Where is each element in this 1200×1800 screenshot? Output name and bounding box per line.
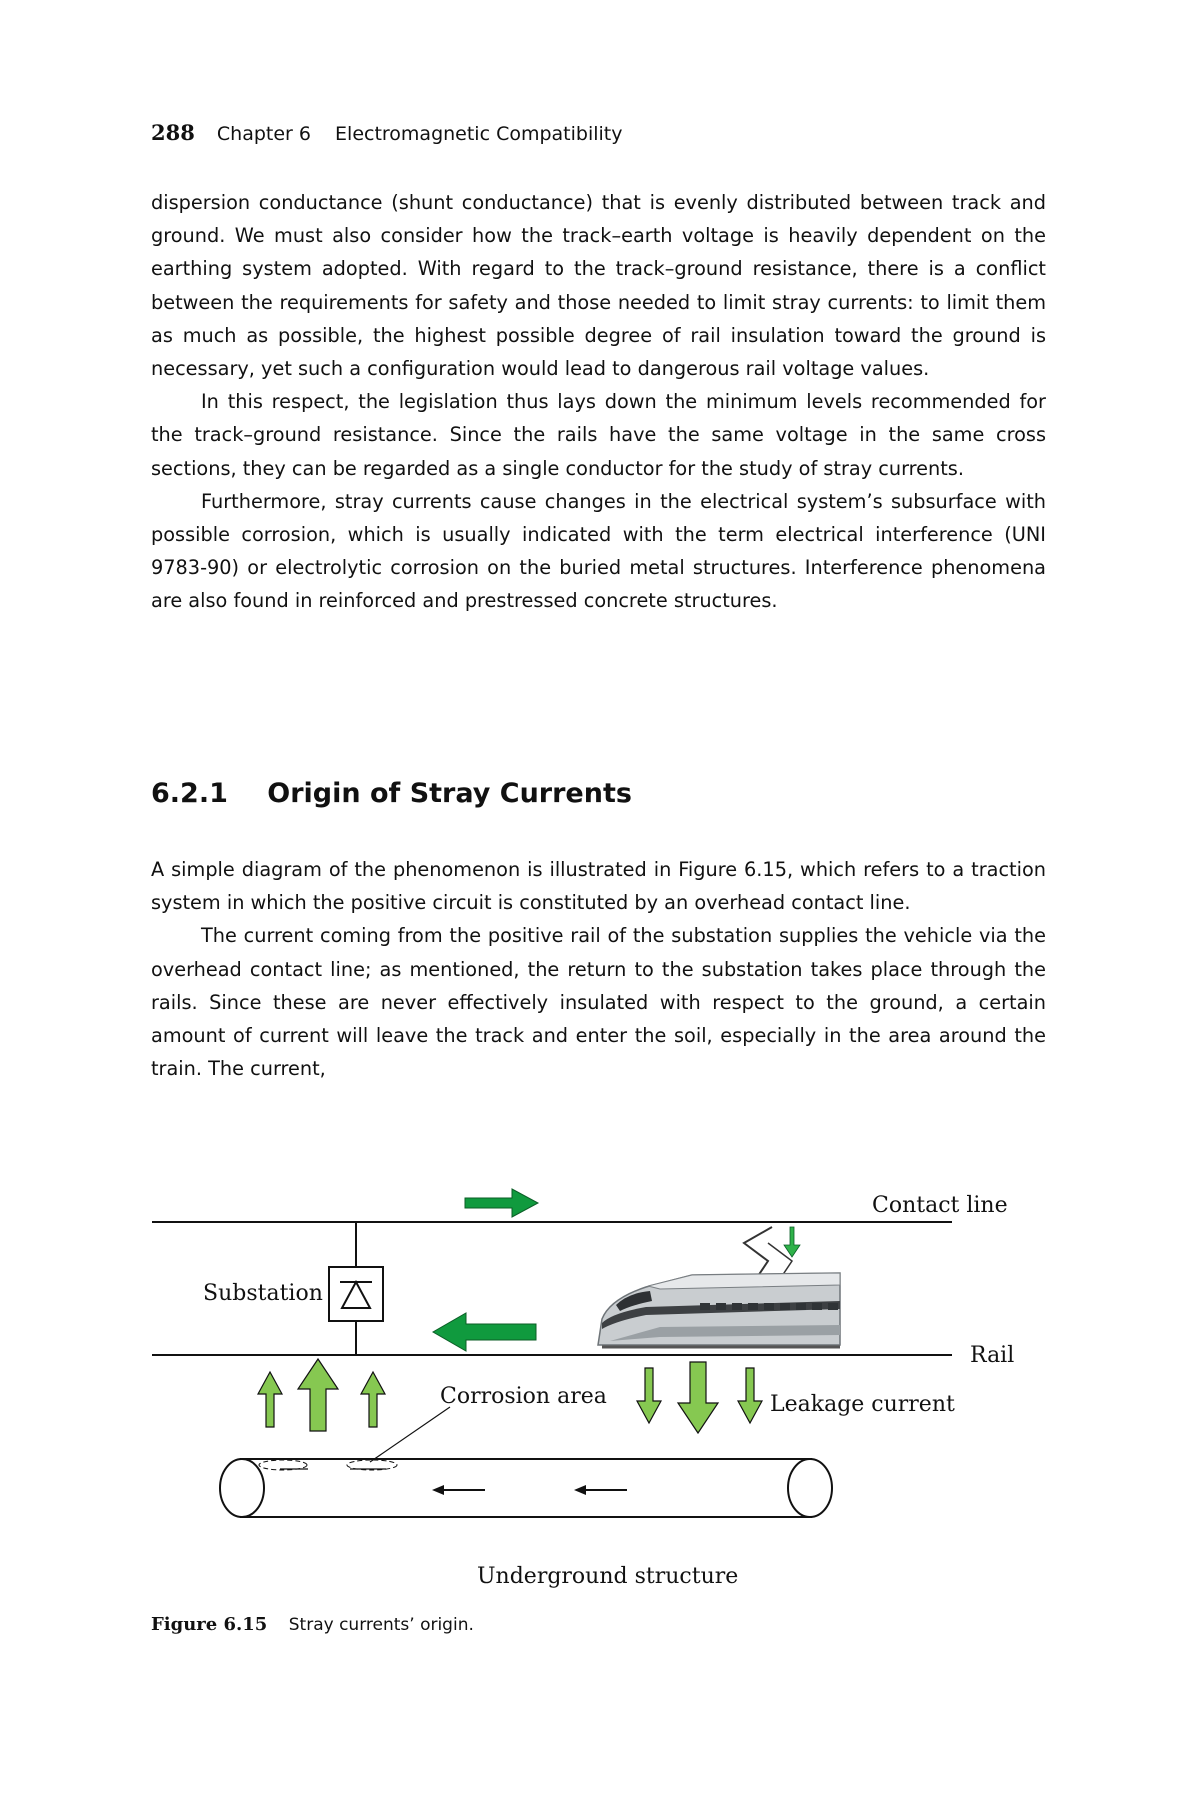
- label-corrosion-area: Corrosion area: [440, 1384, 607, 1409]
- paragraph: dispersion conductance (shunt conductance) that is evenly distributed between track and ground. We must also consider how the track–earth voltage is heavily dependent on the earthing system adopted. With regard to the track–ground resistance, there is a conflict between the requirements for safety and those needed to limit stray currents: to limit them as much as possible, the highest possible degree of rail insulation toward the ground is necessary, yet such a configuration would lead to dangerous rail voltage values.: [151, 191, 1046, 381]
- chapter-number: Chapter 6: [216, 123, 311, 145]
- page-number: 288: [151, 120, 195, 145]
- section-title: Origin of Stray Currents: [267, 778, 632, 809]
- underground-pipe: [220, 1459, 832, 1517]
- label-contact-line: Contact line: [872, 1193, 1008, 1218]
- train-icon: [598, 1273, 840, 1347]
- pipe-current-arrow-left: [574, 1485, 627, 1495]
- figure-label: Figure 6.15: [151, 1614, 268, 1635]
- caption-text: Stray currents’ origin.: [288, 1615, 474, 1635]
- running-head: [151, 120, 1051, 150]
- leakage-current-arrow-down: [738, 1368, 762, 1423]
- paragraph: Furthermore, stray currents cause changes in the electrical system’s subsurface with possible corrosion, which is usually indicated with the term electrical interference (UNI 9783-90) or electrolytic corrosion on the buried metal structures. Interference phenomena are also found in reinforced and prestressed concrete structures.: [151, 489, 1046, 613]
- paragraph: A simple diagram of the phenomenon is illustrated in Figure 6.15, which refers to a traction system in which the positive circuit is constituted by an overhead contact line.: [151, 858, 1046, 915]
- figure-stray-currents: [140, 1165, 1070, 1600]
- label-leakage-current: Leakage current: [770, 1392, 955, 1417]
- substation: [329, 1222, 383, 1355]
- pipe-current-arrow-left: [432, 1485, 485, 1495]
- current-arrow-right: [465, 1189, 538, 1217]
- body-text-section: [151, 853, 1046, 1085]
- leakage-return-arrow-up: [258, 1372, 282, 1427]
- return-current-arrow-left: [433, 1313, 536, 1351]
- label-substation: Substation: [203, 1281, 323, 1306]
- stray-currents-diagram: [140, 1165, 1070, 1600]
- section-number: 6.2.1: [151, 778, 228, 809]
- label-underground-structure: Underground structure: [477, 1564, 739, 1589]
- leakage-return-arrow-up: [361, 1372, 385, 1427]
- label-rail: Rail: [970, 1343, 1015, 1368]
- corrosion-pointer-line: [370, 1407, 450, 1462]
- paragraph: In this respect, the legislation thus lays down the minimum levels recommended for the track–ground resistance. Since the rails have the same voltage in the same cross sections, they can be regarded as a single conductor for the study of stray currents.: [151, 390, 1046, 480]
- figure-caption: [151, 1614, 1046, 1635]
- leakage-current-arrow-down: [637, 1368, 661, 1423]
- body-text-top: [151, 186, 1046, 618]
- leakage-current-arrow-down: [678, 1362, 718, 1433]
- leakage-return-arrow-up: [298, 1359, 338, 1431]
- section-heading: [151, 778, 1046, 809]
- chapter-title: Electromagnetic Compatibility: [335, 123, 623, 145]
- feed-arrow-down: [784, 1227, 800, 1257]
- paragraph: The current coming from the positive rail of the substation supplies the vehicle via the overhead contact line; as mentioned, the return to the substation takes place through the rails. Since these are never effectively insulated with respect to the ground, a certain amount of current will leave the track and enter the soil, especially in the area around the train. The current,: [151, 924, 1046, 1081]
